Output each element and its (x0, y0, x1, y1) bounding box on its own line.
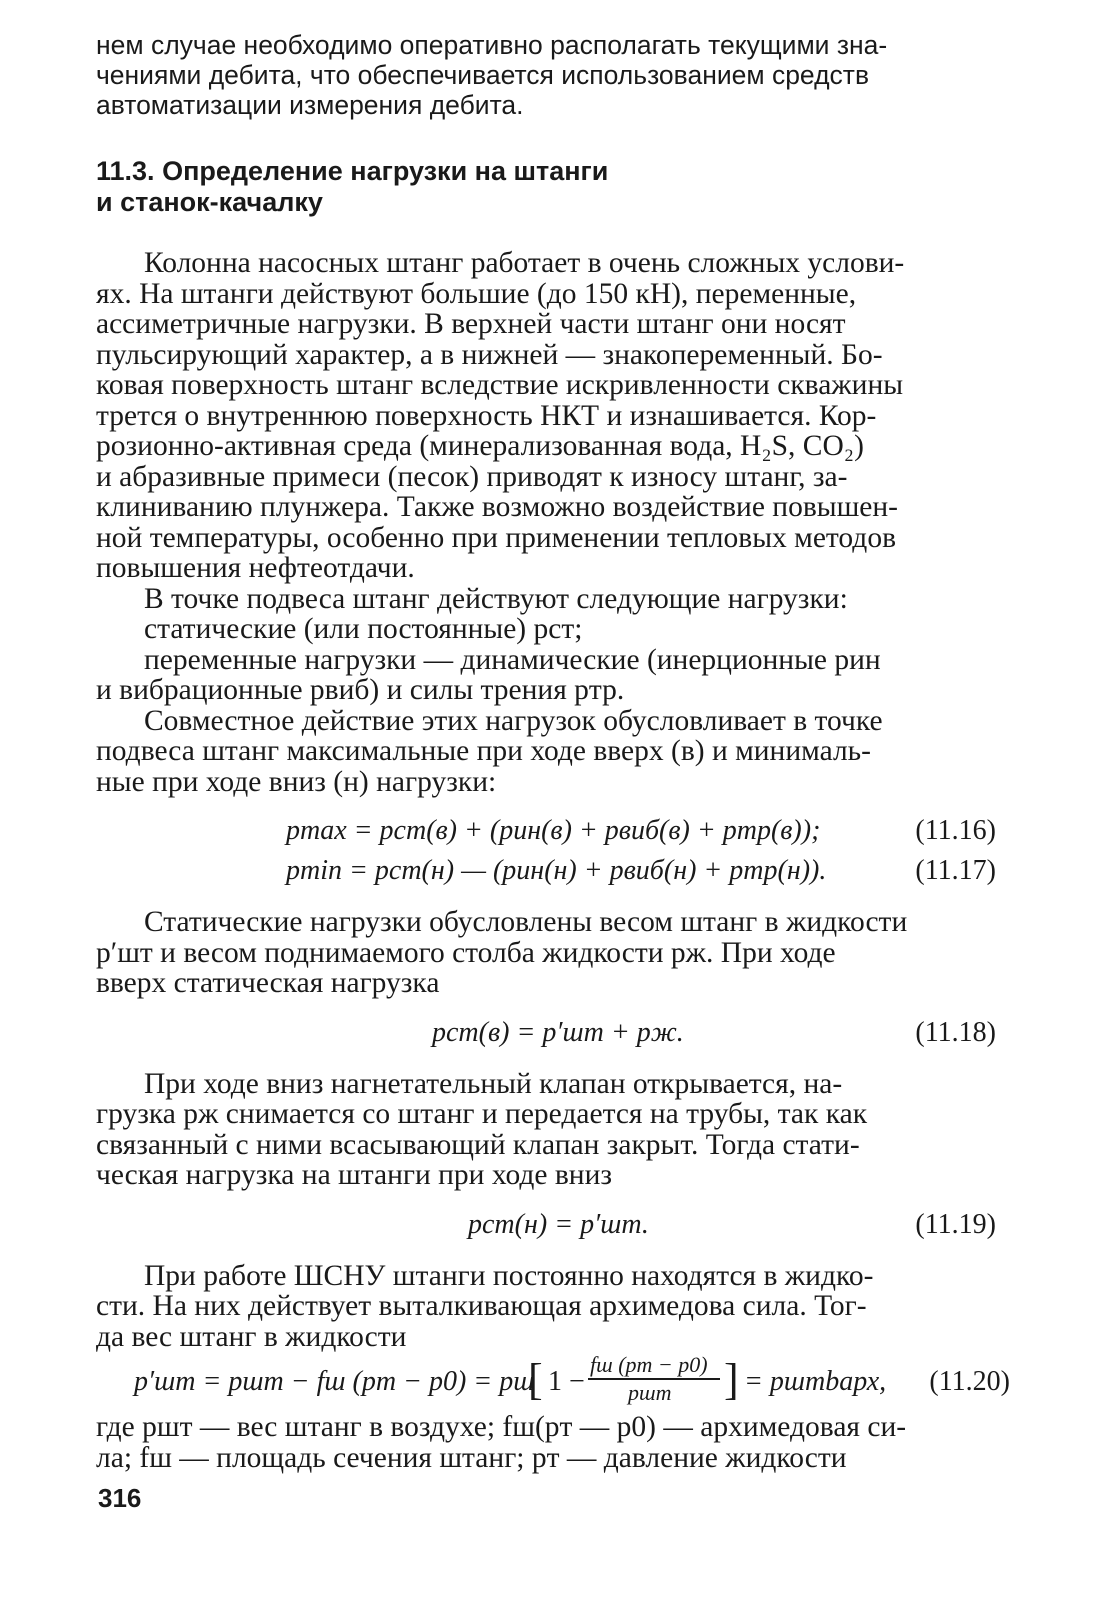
fraction-denominator: pшт (628, 1380, 672, 1405)
text-line: вверх статическая нагрузка (96, 967, 440, 999)
equation-11-20 (96, 1352, 1016, 1406)
equation-11-19 (96, 1209, 1016, 1243)
text-line: клиниванию плунжера. Также возможно воздействие повышен- (96, 491, 898, 523)
page-number: 316 (98, 1483, 142, 1513)
equation-number: (11.18) (915, 1016, 996, 1048)
equation-expression: pст(в) = p′шт + pж. (432, 1016, 684, 1048)
text-line: Колонна насосных штанг работает в очень сложных услови- (144, 247, 905, 279)
text-line: ной температуры, особенно при применении тепловых методов (96, 521, 897, 554)
one-minus: 1 − (548, 1366, 585, 1397)
text-line: и вибрационные pвиб) и силы трения pтр. (96, 674, 625, 706)
paragraph-8 (96, 1261, 1016, 1353)
text-line: ковая поверхность штанг вследствие искривленности скважины (96, 369, 904, 401)
left-bracket: [ (528, 1355, 543, 1404)
equation-11-18 (96, 1017, 1016, 1051)
equation-number: (11.17) (915, 855, 996, 886)
paragraph-9 (96, 1412, 1016, 1473)
text-line: подвеса штанг максимальные при ходе вверх (в) и минималь- (96, 735, 871, 767)
document-page (96, 30, 1016, 1473)
equation-lhs: p′шт = pшт − fш (pт − p0) = pш (134, 1366, 535, 1397)
fraction-numerator: fш (pт − p0) (590, 1352, 708, 1377)
equation-number: (11.20) (929, 1366, 1010, 1397)
text-line: p′шт и весом поднимаемого столба жидкости pж. При ходе (96, 936, 836, 969)
text-line: розионно-активная среда (минерализованная вода, H₂S, CO₂) (96, 430, 864, 462)
text-line: и абразивные примеси (песок) приводят к износу штанг, за- (96, 460, 848, 493)
text-line: ассиметричные нагрузки. В верхней части штанг они носят (96, 308, 846, 340)
equation-11-16 (96, 815, 1016, 849)
equation-expression: pmax = pст(в) + (pин(в) + pвиб(в) + pтр(в)); (286, 815, 821, 846)
text-line: трется о внутреннюю поверхность НКТ и изнашивается. Кор- (96, 399, 877, 432)
intro-paragraph (96, 30, 1016, 120)
text-line: ные при ходе вниз (н) нагрузки: (96, 765, 497, 798)
equation-expression: pст(н) = p′шт. (468, 1208, 649, 1240)
text-line: да вес штанг в жидкости (96, 1320, 407, 1353)
paragraph-6 (96, 907, 1016, 999)
text-line: При работе ШСНУ штанги постоянно находятся в жидко- (144, 1259, 874, 1292)
text-line: Статические нагрузки обусловлены весом штанг в жидкости (144, 906, 908, 938)
paragraph-2: В точке подвеса штанг действуют следующие нагрузки: (144, 582, 848, 615)
text-line: автоматизации измерения дебита. (96, 90, 524, 120)
text-line: ях. На штанги действуют большие (до 150 кН), переменные, (96, 277, 857, 310)
heading-line: и станок-качалку (96, 187, 323, 217)
paragraph-1 (96, 248, 1016, 279)
text-line: где pшт — вес штанг в воздухе; fш(pт — p0) — архимедовая си- (96, 1411, 907, 1443)
equation-number: (11.16) (915, 815, 996, 846)
text-line: ческая нагрузка на штанги при ходе вниз (96, 1159, 613, 1191)
text-line: связанный с ними всасывающий клапан закрыт. Тогда стати- (96, 1128, 860, 1161)
text-line: При ходе вниз нагнетательный клапан открывается, на- (144, 1067, 843, 1100)
text-line: нем случае необходимо оперативно располагать текущими зна- (96, 30, 888, 60)
equation-rhs: = pштbарх, (744, 1366, 887, 1397)
text-line: сти. На них действует выталкивающая архимедова сила. Тог- (96, 1290, 867, 1322)
equation-number: (11.19) (915, 1208, 996, 1240)
section-heading (96, 156, 1016, 218)
text-line: ла; fш — площадь сечения штанг; pт — давление жидкости (96, 1441, 847, 1474)
right-bracket: ] (724, 1355, 739, 1404)
paragraph-5 (96, 706, 1016, 798)
text-line: чениями дебита, что обеспечивается использованием средств (96, 60, 870, 90)
paragraph-1-cont (96, 279, 1016, 584)
text-line: Совместное действие этих нагрузок обусловливает в точке (144, 704, 883, 737)
paragraph-3: статические (или постоянные) pст; (144, 613, 583, 645)
heading-line: 11.3. Определение нагрузки на штанги (96, 156, 609, 186)
equation-11-17 (96, 855, 1016, 889)
text-line: пульсирующий характер, а в нижней — знакопеременный. Бо- (96, 338, 883, 371)
paragraph-4 (96, 645, 1016, 706)
text-line: повышения нефтеотдачи. (96, 552, 415, 584)
paragraph-7 (96, 1069, 1016, 1191)
text-line: грузка pж снимается со штанг и передается на трубы, так как (96, 1098, 868, 1130)
equation-expression: pmin = pст(н) — (pин(н) + pвиб(н) + pтр(н)). (286, 855, 827, 886)
text-line: переменные нагрузки — динамические (инерционные pин (144, 643, 881, 676)
